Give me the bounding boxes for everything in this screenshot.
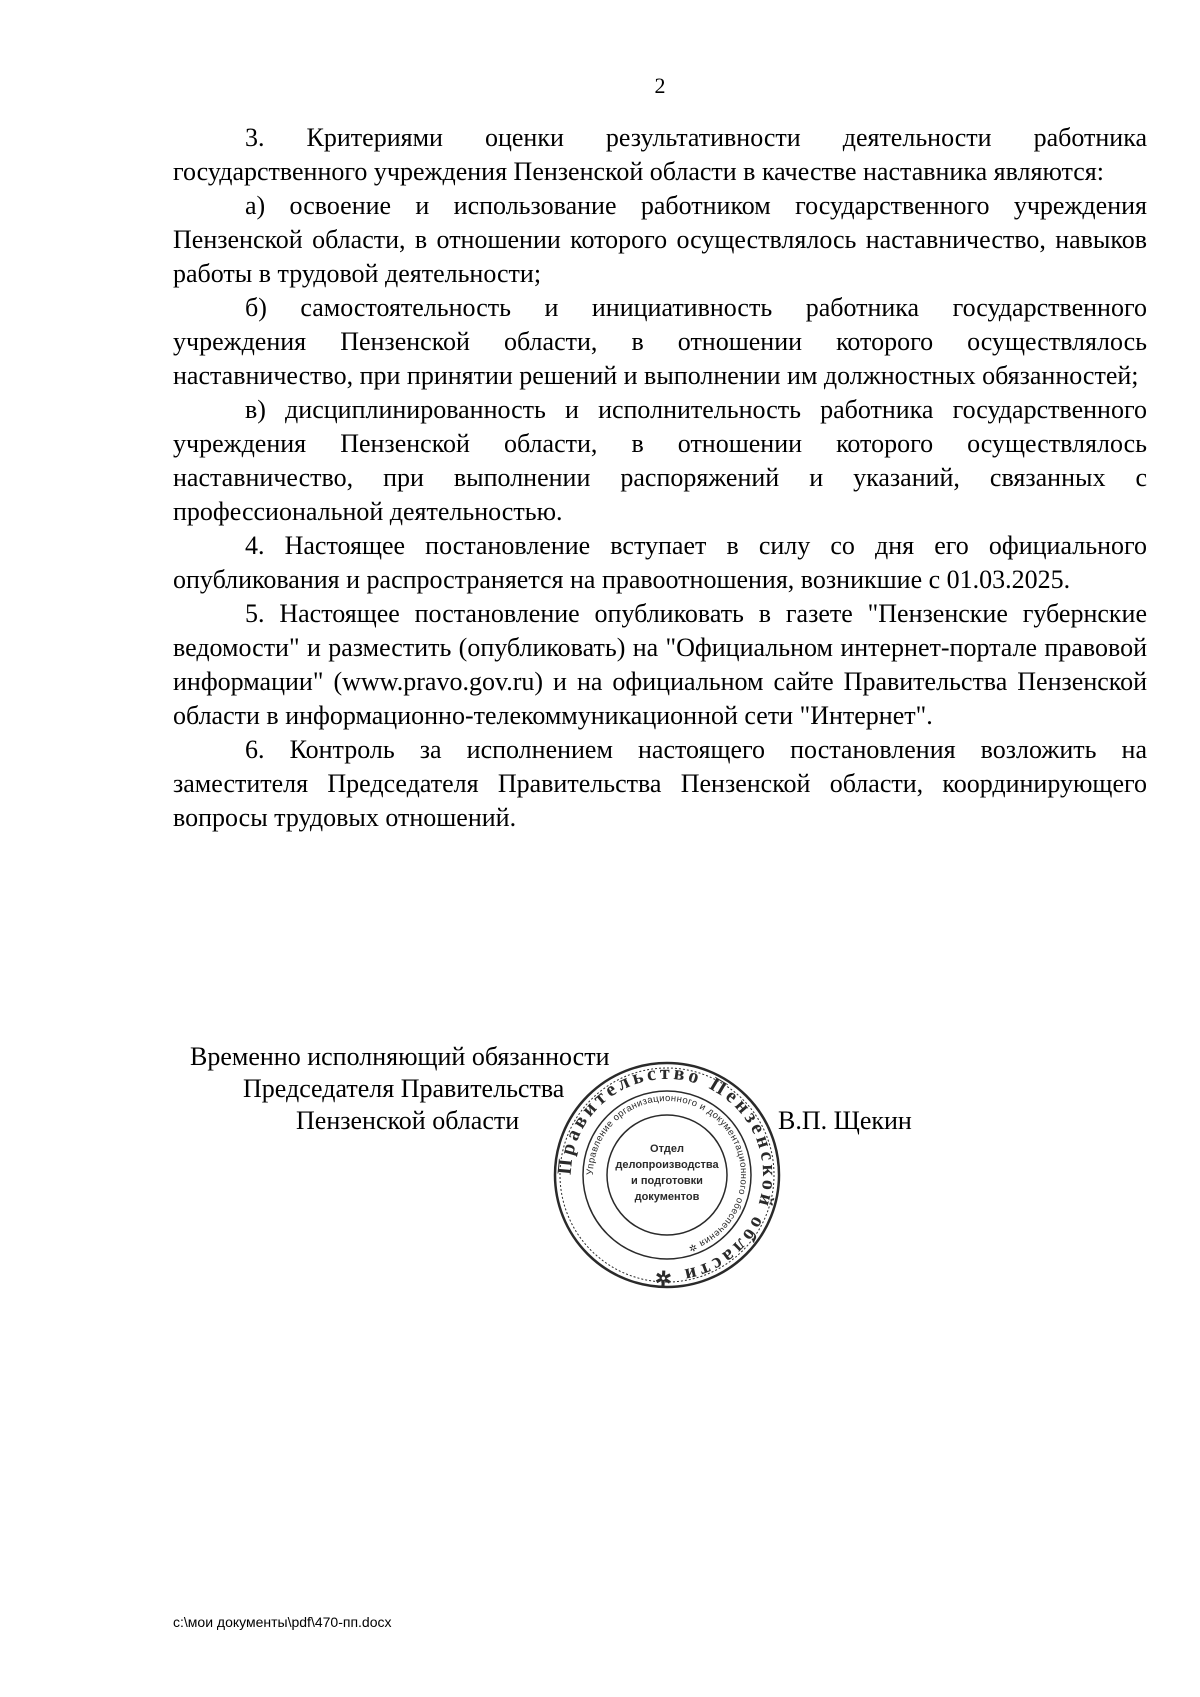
stamp-center-line-3: и подготовки (631, 1175, 703, 1187)
stamp-center-line-4: документов (634, 1191, 700, 1203)
signer-position-line-1: Временно исполняющий обязанности (190, 1042, 610, 1071)
stamp-inner-textpath: Управление организационного и документационного обеспечения ✲ (584, 1092, 750, 1254)
paragraph-5-publication: 5. Настоящее постановление опубликовать в газете "Пензенские губернские ведомости" и разместить (опубликовать) на "Официальном интернет-портале правовой информации" (www.pravo.gov.ru) и на официальном сайте Правительства Пензенской области в информационно-телекоммуникационной сети "Интернет". (173, 599, 1147, 730)
signer-name: В.П. Щекин (778, 1106, 912, 1135)
stamp-center-line-1: Отдел (650, 1143, 684, 1155)
page-number: 2 (654, 73, 666, 98)
stamp-inner-text (585, 1093, 749, 1254)
paragraph-3-criteria: 3. Критериями оценки результативности деятельности работника государственного учреждения Пензенской области в качестве наставника являются: (173, 123, 1147, 186)
signer-position-line-2: Председателя Правительства (243, 1074, 565, 1103)
official-stamp (552, 1060, 782, 1290)
paragraph-item-a: а) освоение и использование работником государственного учреждения Пензенской области, в отношении которого осуществлялось наставничество, навыков работы в трудовой деятельности; (173, 191, 1147, 288)
footer-file-path: c:\мои документы\pdf\470-пп.docx (173, 1614, 392, 1630)
paragraph-4-effective-date: 4. Настоящее постановление вступает в силу со дня его официального опубликования и распространяется на правоотношения, возникшие с 01.03.2025. (173, 531, 1147, 594)
stamp-center-text (615, 1143, 719, 1203)
paragraph-item-b: б) самостоятельность и инициативность работника государственного учреждения Пензенской области, в отношении которого осуществлялось наставничество, при принятии решений и выполнении им должностных обязанностей; (173, 293, 1147, 390)
paragraph-item-v: в) дисциплинированность и исполнительность работника государственного учреждения Пензенской области, в отношении которого осуществлялось наставничество, при выполнении распоряжений и указаний, связанных с профессиональной деятельностью. (173, 395, 1147, 526)
stamp-center-line-2: делопроизводства (615, 1159, 719, 1171)
paragraph-6-control: 6. Контроль за исполнением настоящего постановления возложить на заместителя Председателя Правительства Пензенской области, координирующего вопросы трудовых отношений. (173, 735, 1147, 832)
stamp-outer-textpath: Правительство Пензенской области ✲ (553, 1061, 781, 1289)
signer-position-line-3: Пензенской области (296, 1106, 520, 1135)
document-body (173, 121, 1147, 835)
